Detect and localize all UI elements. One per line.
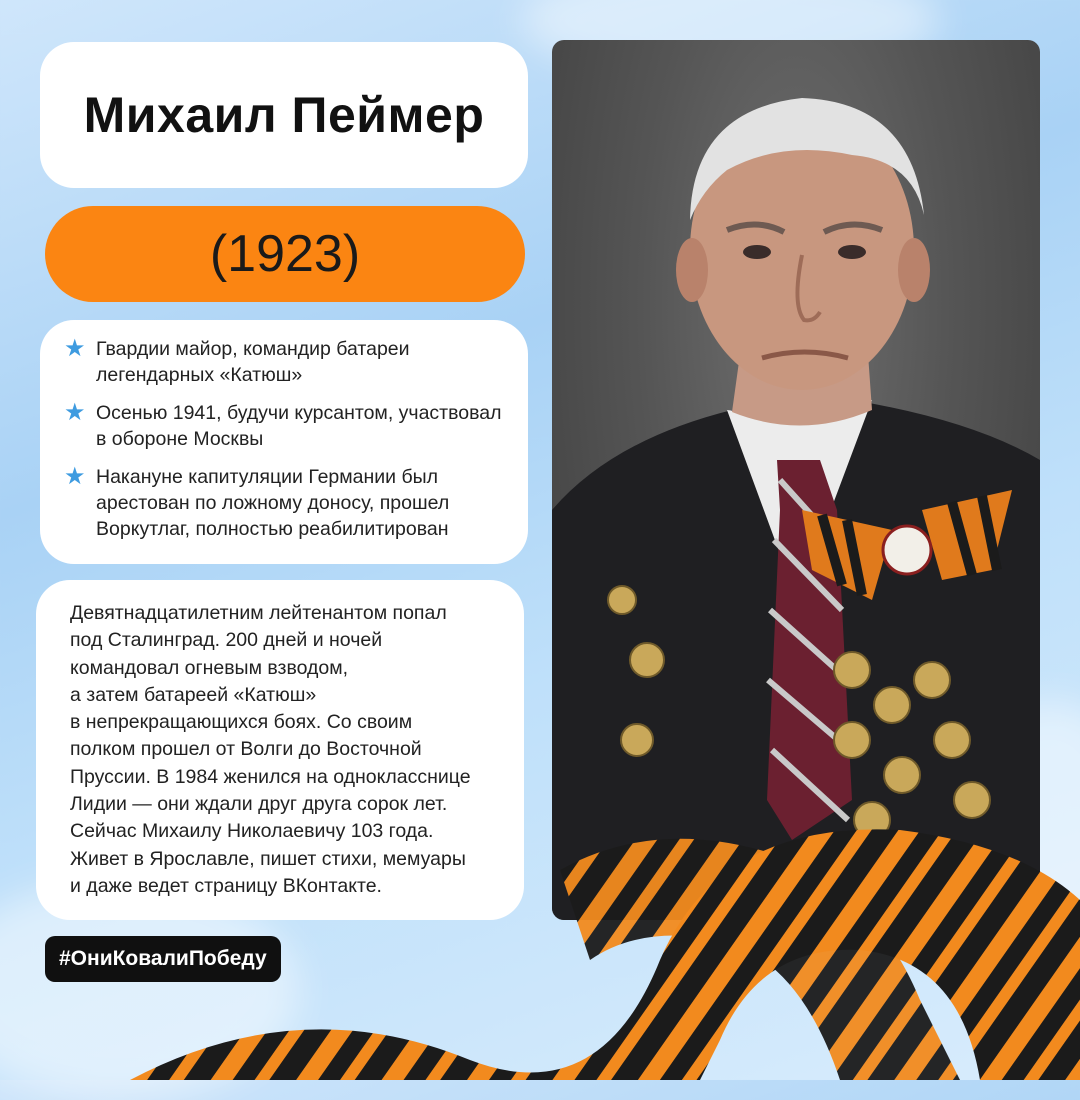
veteran-name: Михаил Пеймер — [83, 87, 485, 143]
fact-text: Гвардии майор, командир батареи легендарных «Катюш» — [96, 338, 410, 386]
birth-year: (1923) — [209, 225, 361, 283]
biography-text: Девятнадцатилетним лейтенантом попал под Сталинград. 200 дней и ночей командовал огневым взводом, а затем батареей «Катюш» в непрекращающихся боях. Со своим полком прошел от Волги до Восточной Пруссии. В 1984 женился на однокласснице Лидии — они ждали друг друга сорок лет. Сейчас Михаилу Николаевичу 103 года. Живет в Ярославле, пишет стихи, мемуары и даже ведет страницу ВКонтакте. — [70, 602, 471, 897]
fact-text: Осенью 1941, будучи курсантом, участвовал в обороне Москвы — [96, 402, 502, 450]
star-icon: ★ — [64, 463, 86, 490]
hashtag-badge[interactable]: #ОниКовалиПобеду — [45, 936, 281, 982]
star-icon: ★ — [64, 335, 86, 362]
fact-text: Накануне капитуляции Германии был арестован по ложному доносу, прошел Воркутлаг, полностью реабилитирован — [96, 466, 450, 540]
star-icon: ★ — [64, 399, 86, 426]
